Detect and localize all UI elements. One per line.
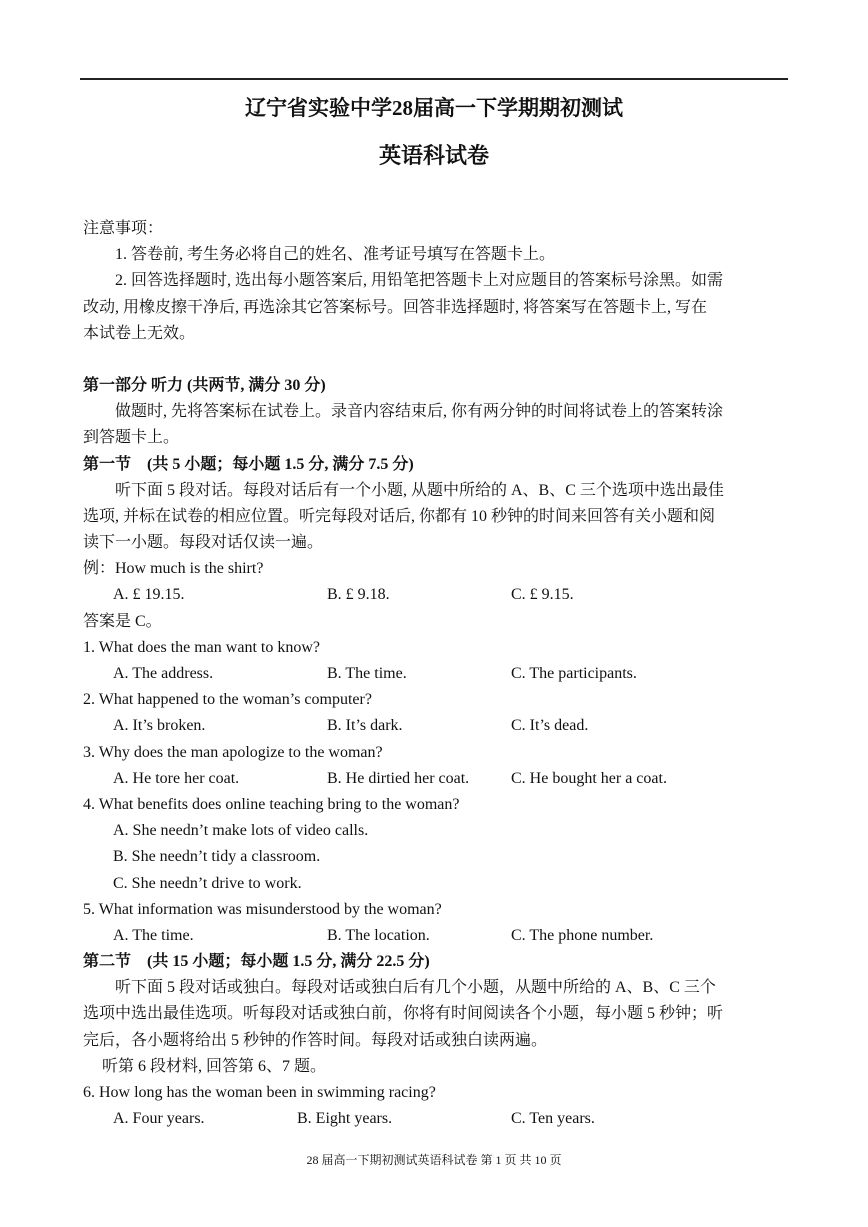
section1-heading: 第一节 (共 5 小题；每小题 1.5 分, 满分 7.5 分) <box>83 455 414 473</box>
option-c: C. The participants. <box>511 665 637 682</box>
section1-intro-line-2: 选项, 并标在试卷的相应位置。听完每段对话后, 你都有 10 秒钟的时间来回答有关小题和阅 <box>83 507 716 525</box>
exam-subtitle: 英语科试卷 <box>378 143 489 168</box>
notes-heading: 注意事项： <box>83 220 164 237</box>
question-4: 4. What benefits does online teaching bring to the woman? <box>83 795 460 813</box>
exam-title: 辽宁省实验中学28届高一下学期期初测试 <box>245 96 623 120</box>
option-b: B. It’s dark. <box>327 717 403 735</box>
option-b: B. The location. <box>327 926 430 944</box>
option-b: B. The time. <box>327 665 407 682</box>
section2-intro-line-2: 选项中选出最佳选项。听每段对话或独白前，你将有时间阅读各个小题，每小题 5 秒钟；听 <box>83 1005 724 1023</box>
option-b: B. He dirtied her coat. <box>327 769 470 787</box>
section1-intro-line-3: 读下一小题。每段对话仅读一遍。 <box>83 534 324 552</box>
option-b: B. She needn’t tidy a classroom. <box>113 848 321 866</box>
notes-item-1: 1. 答卷前, 考生务必将自己的姓名、准考证号填写在答题卡上。 <box>115 246 556 264</box>
question-1-options <box>83 661 789 687</box>
question-1: 1. What does the man want to know? <box>83 638 320 656</box>
option-a: A. He tore her coat. <box>113 769 240 787</box>
question-5-options <box>83 923 789 949</box>
notes-item-2-line-2: 改动, 用橡皮擦干净后, 再选涂其它答案标号。回答非选择题时, 将答案写在答题卡上, 写在 <box>83 298 708 316</box>
question-3: 3. Why does the man apologize to the woman? <box>83 743 383 761</box>
question-5: 5. What information was misunderstood by the woman? <box>83 900 442 918</box>
option-c: C. She needn’t drive to work. <box>113 874 302 892</box>
question-6-options <box>83 1106 789 1132</box>
option-b: B. Eight years. <box>297 1110 393 1128</box>
section1-intro-line-1: 听下面 5 段对话。每段对话后有一个小题, 从题中所给的 A、B、C 三个选项中选出最佳 <box>115 481 724 499</box>
header-rule <box>80 78 788 80</box>
option-c: C. The phone number. <box>511 926 654 944</box>
option-a: A. She needn’t make lots of video calls. <box>113 822 369 840</box>
question-6: 6. How long has the woman been in swimming racing? <box>83 1084 436 1101</box>
option-c: C. Ten years. <box>511 1110 595 1128</box>
section2-intro-line-3: 完后，各小题将给出 5 秒钟的作答时间。每段对话或独白读两遍。 <box>83 1031 548 1049</box>
option-a: A. The address. <box>113 665 214 682</box>
example-option-b: B. £ 9.18. <box>327 586 390 604</box>
part1-intro-line-1: 做题时, 先将答案标在试卷上。录音内容结束后, 你有两分钟的时间将试卷上的答案转涂 <box>115 403 724 421</box>
notes-item-2-line-3: 本试卷上无效。 <box>83 324 196 342</box>
notes-item-2-line-1: 2. 回答选择题时, 选出每小题答案后, 用铅笔把答题卡上对应题目的答案标号涂黑。如需 <box>115 272 724 290</box>
section2-material: 听第 6 段材料, 回答第 6、7 题。 <box>102 1057 327 1075</box>
page-footer: 28 届高一下期初测试英语科试卷 第 1 页 共 10 页 <box>306 1153 562 1167</box>
example-option-a: A. £ 19.15. <box>113 586 185 604</box>
part1-intro-line-2: 到答题卡上。 <box>83 429 180 447</box>
question-2-options <box>83 713 789 739</box>
option-c: C. He bought her a coat. <box>511 769 667 787</box>
question-2: 2. What happened to the woman’s computer? <box>83 691 372 709</box>
option-c: C. It’s dead. <box>511 717 589 735</box>
example-question: 例：How much is the shirt? <box>83 560 264 578</box>
example-options <box>83 582 789 608</box>
example-answer: 答案是 C。 <box>83 612 162 630</box>
question-3-options <box>83 766 789 792</box>
option-a: A. Four years. <box>113 1110 205 1128</box>
part1-heading: 第一部分 听力 (共两节, 满分 30 分) <box>83 376 326 394</box>
section2-intro-line-1: 听下面 5 段对话或独白。每段对话或独白后有几个小题，从题中所给的 A、B、C 三个 <box>115 979 716 997</box>
option-a: A. The time. <box>113 926 194 944</box>
example-option-c: C. £ 9.15. <box>511 586 574 604</box>
document-body <box>83 216 789 1132</box>
option-a: A. It’s broken. <box>113 717 206 735</box>
section2-heading: 第二节 (共 15 小题；每小题 1.5 分, 满分 22.5 分) <box>83 953 430 971</box>
